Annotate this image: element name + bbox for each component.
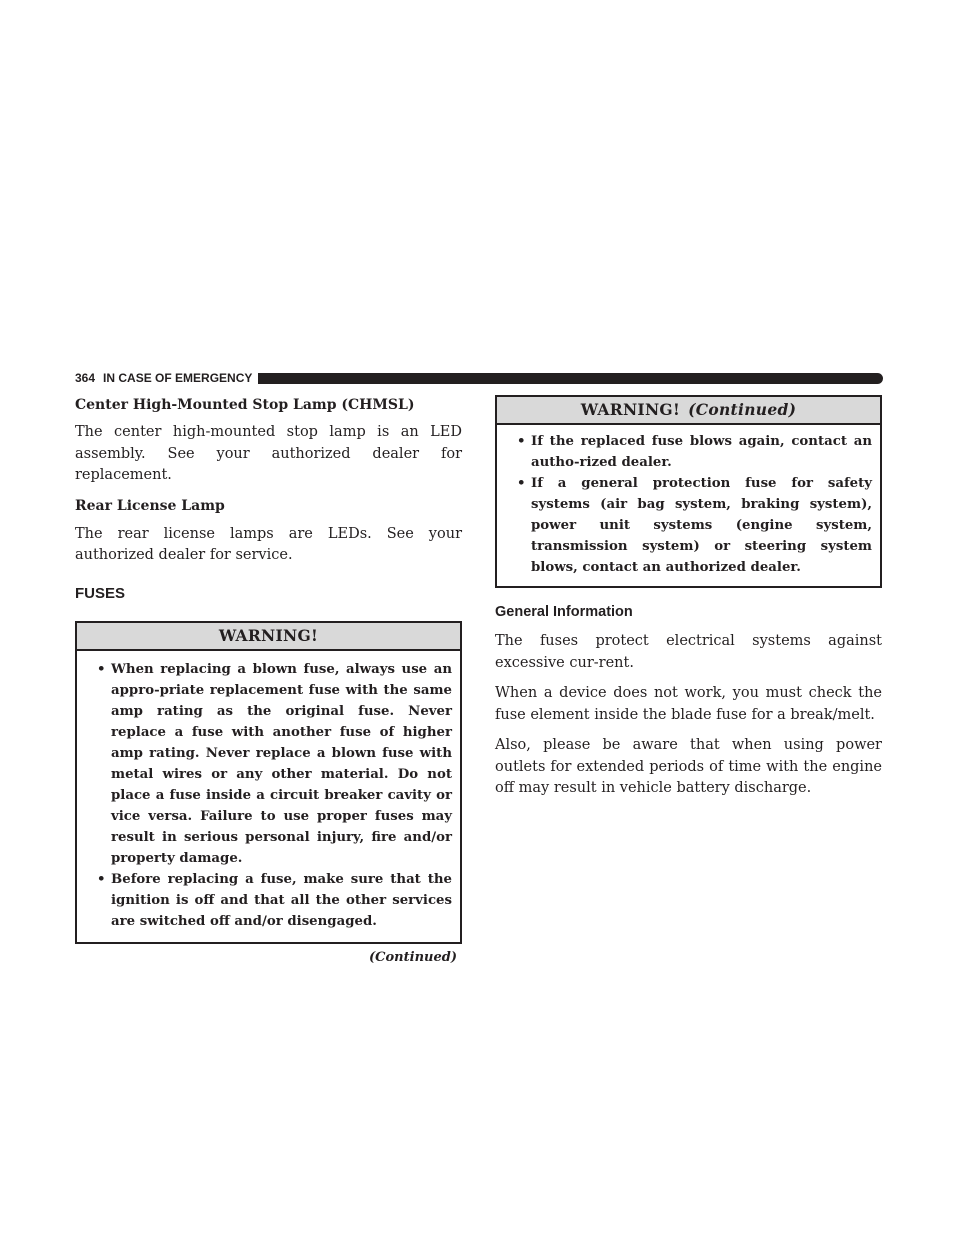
section-title: IN CASE OF EMERGENCY: [103, 371, 253, 385]
header-rule: [258, 373, 883, 384]
general-info-heading: General Information: [495, 604, 633, 620]
page-number: 364: [75, 371, 96, 385]
warning-item-text: When replacing a blown fuse, always use an appro-priate replacement fuse with the same amp rating as the original fuse. Never replace a fuse with another fuse of higher amp rating. Never replace a blown fuse with metal wires or any other material. Do not place a fuse inside a circuit breaker cavity or vice versa. Failure to use proper fuses may result in serious personal injury, fire and/or property damage.: [111, 661, 452, 866]
warning-box: [75, 621, 462, 944]
warning-item: [505, 473, 872, 578]
warning-item: [85, 869, 452, 932]
bullet-icon: •: [517, 434, 526, 449]
page-header: [75, 370, 883, 386]
warning-item: [505, 431, 872, 473]
warning-box-continued: [495, 395, 882, 588]
warning-title: [77, 623, 460, 651]
fuses-heading: FUSES: [75, 584, 126, 602]
warning-title-text: WARNING!: [218, 625, 319, 645]
warning-list: [77, 651, 460, 942]
continued-note: (Continued): [369, 949, 457, 965]
bullet-icon: •: [97, 661, 106, 677]
general-para-2: When a device does not work, you must check the fuse element inside the blade fuse for a break/melt.: [495, 685, 882, 723]
warning-continued-label: (Continued): [688, 400, 797, 419]
right-column: [495, 395, 882, 800]
chmsl-body: The center high-mounted stop lamp is an LED assembly. See your authorized dealer for replacement.: [75, 424, 462, 483]
warning-title: [497, 397, 880, 425]
warning-item-text: If a general protection fuse for safety systems (air bag system, braking system), power unit systems (engine system, transmission system) or steering system blows, contact an authorized dealer.: [531, 476, 872, 575]
general-para-1: The fuses protect electrical systems against excessive cur-rent.: [495, 633, 882, 671]
license-body: The rear license lamps are LEDs. See your authorized dealer for service.: [75, 525, 462, 563]
chmsl-heading: Center High-Mounted Stop Lamp (CHMSL): [75, 397, 415, 413]
warning-list: [497, 425, 880, 586]
bullet-icon: •: [517, 476, 526, 491]
left-column: [75, 395, 462, 965]
warning-title-text: WARNING!: [580, 400, 681, 419]
warning-item-text: Before replacing a fuse, make sure that the ignition is off and that all the other services are switched off and/or disengaged.: [111, 871, 452, 929]
bullet-icon: •: [97, 871, 106, 887]
warning-item-text: If the replaced fuse blows again, contact an autho-rized dealer.: [531, 434, 872, 470]
license-heading: Rear License Lamp: [75, 497, 225, 514]
general-para-3: Also, please be aware that when using power outlets for extended periods of time with the engine off may result in vehicle battery discharge.: [495, 737, 882, 796]
warning-item: [85, 659, 452, 869]
